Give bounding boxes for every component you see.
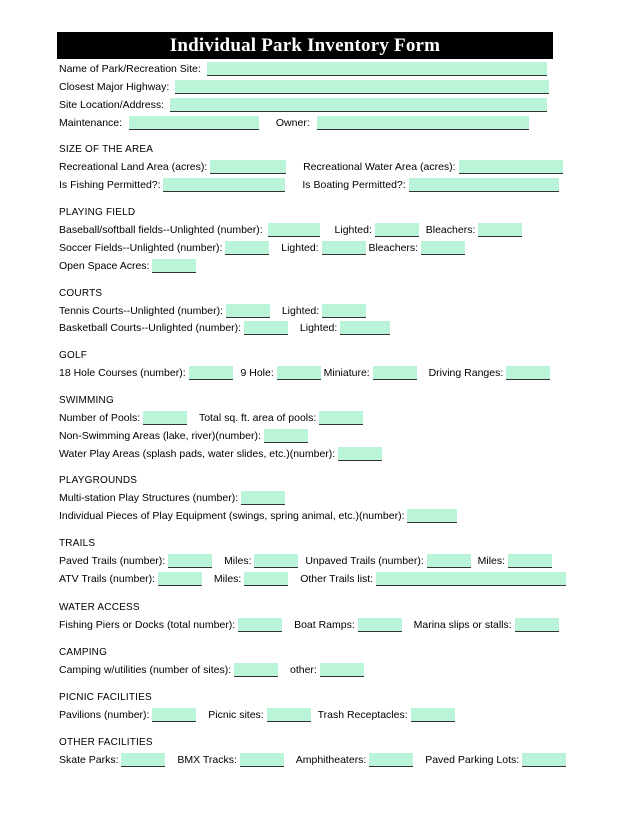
land-area-field[interactable]	[210, 160, 286, 174]
maintenance-row	[59, 116, 529, 130]
play-row-1	[59, 491, 285, 505]
baseball-unlit-field[interactable]	[268, 223, 320, 237]
picnic-row	[59, 708, 455, 722]
bmx-field[interactable]	[240, 753, 284, 767]
other-facilities-header: OTHER FACILITIES	[59, 737, 153, 748]
other-trails-field[interactable]	[376, 572, 566, 586]
miniature-field[interactable]	[373, 366, 417, 380]
highway-field[interactable]	[175, 80, 549, 94]
pavilions-label: Pavilions (number):	[59, 709, 150, 721]
paved-label: Paved Trails (number):	[59, 555, 166, 567]
marina-label: Marina slips or stalls:	[413, 619, 512, 631]
paved-field[interactable]	[168, 554, 212, 568]
unpaved-field[interactable]	[427, 554, 471, 568]
camping-row	[59, 663, 364, 677]
location-field[interactable]	[170, 98, 547, 112]
courts-row-1	[59, 304, 366, 318]
swim-row-3	[59, 447, 382, 461]
multi-field[interactable]	[241, 491, 285, 505]
courts-row-2	[59, 321, 390, 335]
size-area-header: SIZE OF THE AREA	[59, 144, 154, 155]
driving-field[interactable]	[506, 366, 550, 380]
unpaved-miles-label: Miles:	[477, 555, 506, 567]
location-row	[59, 98, 547, 112]
picnic-sites-field[interactable]	[267, 708, 311, 722]
tennis-lighted-label: Lighted:	[281, 305, 320, 317]
basketball-unlit-label: Basketball Courts--Unlighted (number):	[59, 322, 242, 334]
baseball-bleachers-field[interactable]	[478, 223, 522, 237]
golf-header: GOLF	[59, 350, 88, 361]
tennis-unlit-label: Tennis Courts--Unlighted (number):	[59, 305, 223, 317]
basketball-lighted-field[interactable]	[340, 321, 390, 335]
hole9-field[interactable]	[277, 366, 321, 380]
individual-label: Individual Pieces of Play Equipment (swings, spring animal, etc.)(number):	[59, 510, 405, 522]
trash-label: Trash Receptacles:	[317, 709, 408, 721]
owner-field[interactable]	[317, 116, 529, 130]
playing-row-2	[59, 241, 465, 255]
unpaved-label: Unpaved Trails (number):	[305, 555, 424, 567]
pools-label: Number of Pools:	[59, 412, 141, 424]
water-access-header: WATER ACCESS	[59, 602, 140, 613]
water-area-field[interactable]	[459, 160, 563, 174]
non-swimming-label: Non-Swimming Areas (lake, river)(number):	[59, 430, 261, 442]
sqft-field[interactable]	[319, 411, 363, 425]
trails-row-1	[59, 554, 552, 568]
individual-field[interactable]	[407, 509, 457, 523]
park-name-label: Name of Park/Recreation Site:	[59, 63, 201, 75]
camping-utilities-field[interactable]	[234, 663, 278, 677]
amphi-label: Amphitheaters:	[295, 754, 367, 766]
bmx-label: BMX Tracks:	[177, 754, 237, 766]
baseball-unlit-label: Baseball/softball fields--Unlighted (number):	[59, 224, 263, 236]
parking-label: Paved Parking Lots:	[425, 754, 520, 766]
piers-label: Fishing Piers or Docks (total number):	[59, 619, 236, 631]
fishing-field[interactable]	[163, 178, 285, 192]
park-name-field[interactable]	[207, 62, 547, 76]
form-title: Individual Park Inventory Form	[57, 32, 553, 59]
ramps-label: Boat Ramps:	[294, 619, 355, 631]
basketball-lighted-label: Lighted:	[299, 322, 338, 334]
camping-other-field[interactable]	[320, 663, 364, 677]
land-area-label: Recreational Land Area (acres):	[59, 161, 208, 173]
hole18-field[interactable]	[189, 366, 233, 380]
open-space-field[interactable]	[152, 259, 196, 273]
fishing-label: Is Fishing Permitted?:	[59, 179, 161, 191]
swimming-header: SWIMMING	[59, 395, 114, 406]
golf-row	[59, 366, 550, 380]
pools-field[interactable]	[143, 411, 187, 425]
other-row	[59, 753, 566, 767]
swim-row-2	[59, 429, 308, 443]
baseball-lighted-label: Lighted:	[334, 224, 372, 236]
atv-field[interactable]	[158, 572, 202, 586]
play-row-2	[59, 509, 457, 523]
trails-header: TRAILS	[59, 538, 96, 549]
soccer-unlit-label: Soccer Fields--Unlighted (number):	[59, 242, 223, 254]
paved-miles-label: Miles:	[224, 555, 252, 567]
picnic-sites-label: Picnic sites:	[208, 709, 264, 721]
ramps-field[interactable]	[358, 618, 402, 632]
unpaved-miles-field[interactable]	[508, 554, 552, 568]
paved-miles-field[interactable]	[254, 554, 298, 568]
water-play-label: Water Play Areas (splash pads, water slides, etc.)(number):	[59, 448, 336, 460]
park-name-row	[59, 62, 547, 76]
maintenance-label: Maintenance:	[59, 117, 123, 129]
camping-utilities-label: Camping w/utilities (number of sites):	[59, 664, 232, 676]
playing-row-1	[59, 223, 522, 237]
location-label: Site Location/Address:	[59, 99, 165, 111]
boating-label: Is Boating Permitted?:	[302, 179, 406, 191]
atv-miles-label: Miles:	[213, 573, 242, 585]
parking-field[interactable]	[522, 753, 566, 767]
skate-field[interactable]	[121, 753, 165, 767]
water-row	[59, 618, 559, 632]
tennis-unlit-field[interactable]	[226, 304, 270, 318]
non-swimming-field[interactable]	[264, 429, 308, 443]
soccer-unlit-field[interactable]	[225, 241, 269, 255]
trails-row-2	[59, 572, 566, 586]
playing-field-header: PLAYING FIELD	[59, 207, 136, 218]
multi-label: Multi-station Play Structures (number):	[59, 492, 239, 504]
swim-row-1	[59, 411, 363, 425]
soccer-bleachers-field[interactable]	[421, 241, 465, 255]
amphi-field[interactable]	[369, 753, 413, 767]
basketball-unlit-field[interactable]	[244, 321, 288, 335]
tennis-lighted-field[interactable]	[322, 304, 366, 318]
open-space-label: Open Space Acres:	[59, 260, 150, 272]
picnic-header: PICNIC FACILITIES	[59, 692, 152, 703]
highway-label: Closest Major Highway:	[59, 81, 170, 93]
playing-row-3	[59, 259, 196, 273]
soccer-bleachers-label: Bleachers:	[368, 242, 419, 254]
hole9-label: 9 Hole:	[240, 367, 274, 379]
water-play-field[interactable]	[338, 447, 382, 461]
courts-header: COURTS	[59, 288, 103, 299]
water-area-label: Recreational Water Area (acres):	[303, 161, 456, 173]
baseball-bleachers-label: Bleachers:	[425, 224, 476, 236]
boating-field[interactable]	[409, 178, 559, 192]
pavilions-field[interactable]	[152, 708, 196, 722]
soccer-lighted-label: Lighted:	[281, 242, 319, 254]
maintenance-field[interactable]	[129, 116, 259, 130]
highway-row	[59, 80, 549, 94]
marina-field[interactable]	[515, 618, 559, 632]
camping-other-label: other:	[290, 664, 317, 676]
sqft-label: Total sq. ft. area of pools:	[198, 412, 317, 424]
skate-label: Skate Parks:	[59, 754, 119, 766]
soccer-lighted-field[interactable]	[322, 241, 366, 255]
trash-field[interactable]	[411, 708, 455, 722]
hole18-label: 18 Hole Courses (number):	[59, 367, 186, 379]
size-row-2	[59, 178, 559, 192]
piers-field[interactable]	[238, 618, 282, 632]
owner-label: Owner:	[275, 117, 310, 129]
driving-label: Driving Ranges:	[428, 367, 504, 379]
playgrounds-header: PLAYGROUNDS	[59, 475, 138, 486]
baseball-lighted-field[interactable]	[375, 223, 419, 237]
atv-label: ATV Trails (number):	[59, 573, 156, 585]
camping-header: CAMPING	[59, 647, 108, 658]
other-trails-label: Other Trails list:	[300, 573, 374, 585]
atv-miles-field[interactable]	[244, 572, 288, 586]
miniature-label: Miniature:	[323, 367, 370, 379]
size-row-1	[59, 160, 563, 174]
